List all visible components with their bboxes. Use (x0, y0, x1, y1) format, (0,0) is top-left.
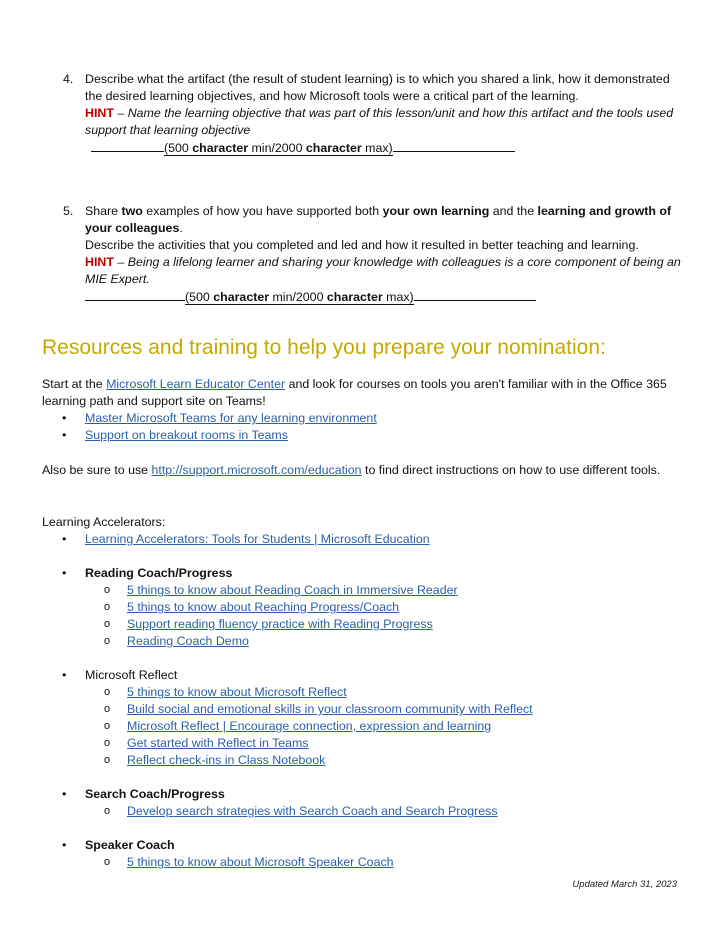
support-site-link[interactable]: http://support.microsoft.com/education (151, 463, 362, 477)
learning-accelerators (42, 514, 682, 871)
hint-label: HINT (85, 255, 114, 269)
resource-link[interactable]: 5 things to know about Microsoft Reflect (127, 685, 347, 699)
resources-heading: Resources and training to help you prepare your nomination: (42, 336, 606, 359)
reflect-section: • Microsoft Reflect (62, 668, 178, 682)
resource-link[interactable]: Reading Coach Demo (127, 634, 249, 648)
resources-intro (42, 376, 682, 444)
question-4 (63, 71, 683, 157)
list-item: o 5 things to know about Reading Coach in Immersive Reader (104, 583, 458, 597)
list-item: o Develop search strategies with Search Coach and Search Progress (104, 804, 498, 818)
hint (85, 105, 683, 139)
list-item: o Support reading fluency practice with Reading Progress (104, 617, 433, 631)
resource-link[interactable]: Get started with Reflect in Teams (127, 736, 309, 750)
reading-coach-section: • Reading Coach/Progress (62, 566, 233, 580)
list-item: • Master Microsoft Teams for any learning environment (62, 411, 377, 425)
resource-link[interactable]: Support reading fluency practice with Reading Progress (127, 617, 433, 631)
character-limit-line[interactable]: (500 character min/2000 character max) (91, 139, 683, 157)
search-coach-section: • Search Coach/Progress (62, 787, 225, 801)
resource-link[interactable]: 5 things to know about Reading Coach in Immersive Reader (127, 583, 458, 597)
question-text: Describe what the artifact (the result of student learning) is to which you shared a link, how it demonstrated the desired learning objectives, and how Microsoft tools were a critical part of the learning. (85, 72, 670, 103)
list-item: o Reflect check-ins in Class Notebook (104, 753, 326, 767)
speaker-coach-section: • Speaker Coach (62, 838, 175, 852)
updated-date: Updated March 31, 2023 (572, 879, 677, 890)
resource-link[interactable]: Build social and emotional skills in your classroom community with Reflect (127, 702, 533, 716)
reading-coach-links (42, 582, 682, 650)
list-item: o Microsoft Reflect | Encourage connection, expression and learning (104, 719, 492, 733)
intro-paragraph: Start at the Microsoft Learn Educator Center and look for courses on tools you aren't familiar with in the Office 365 learning path and support site on Teams! (42, 377, 667, 408)
list-item: o 5 things to know about Reaching Progress/Coach (104, 600, 400, 614)
resource-link[interactable]: Master Microsoft Teams for any learning environment (85, 411, 377, 425)
reflect-links (42, 684, 682, 769)
character-limit-line[interactable]: (500 character min/2000 character max) (85, 288, 683, 306)
list-item: o 5 things to know about Microsoft Speaker Coach (104, 855, 394, 869)
resource-link[interactable]: 5 things to know about Microsoft Speaker Coach (127, 855, 394, 869)
question-text: Share two examples of how you have supported both your own learning and the learning and growth of your colleagues. (85, 204, 672, 235)
resource-link[interactable]: Reflect check-ins in Class Notebook (127, 753, 326, 767)
accelerators-label: Learning Accelerators: (42, 515, 166, 529)
hint-text: – Being a lifelong learner and sharing your knowledge with colleagues is a core component of being an MIE Expert. (85, 255, 681, 286)
resource-link[interactable]: Support on breakout rooms in Teams (85, 428, 288, 442)
list-item: o 5 things to know about Microsoft Reflect (104, 685, 347, 699)
accelerators-link[interactable]: Learning Accelerators: Tools for Students | Microsoft Education (85, 532, 430, 546)
list-item: • Support on breakout rooms in Teams (62, 428, 288, 442)
section-title: Microsoft Reflect (85, 668, 178, 682)
learn-educator-center-link[interactable]: Microsoft Learn Educator Center (106, 377, 286, 391)
list-item: o Get started with Reflect in Teams (104, 736, 309, 750)
question-text-2: Describe the activities that you completed and led and how it resulted in better teaching and learning. (85, 238, 639, 252)
section-title: Speaker Coach (85, 838, 175, 852)
hint-text: – Name the learning objective that was part of this lesson/unit and how this artifact and the tools used support that learning objective (85, 106, 674, 137)
question-5 (63, 203, 683, 306)
question-number: 5. (63, 204, 74, 218)
section-title: Reading Coach/Progress (85, 566, 233, 580)
resource-link[interactable]: 5 things to know about Reaching Progress/Coach (127, 600, 400, 614)
resource-link[interactable]: Microsoft Reflect | Encourage connection, expression and learning (127, 719, 492, 733)
question-number: 4. (63, 72, 74, 86)
hint (85, 254, 683, 288)
hint-label: HINT (85, 106, 114, 120)
resource-link[interactable]: Develop search strategies with Search Coach and Search Progress (127, 804, 498, 818)
list-item: o Build social and emotional skills in your classroom community with Reflect (104, 702, 533, 716)
section-title: Search Coach/Progress (85, 787, 225, 801)
speaker-coach-links (42, 854, 682, 871)
list-item: • Learning Accelerators: Tools for Students | Microsoft Education (62, 532, 430, 546)
search-coach-links (42, 803, 682, 820)
resources-bullet-list (42, 410, 682, 444)
support-paragraph: Also be sure to use http://support.microsoft.com/education to find direct instructions on how to use different tools. (42, 463, 661, 477)
list-item: o Reading Coach Demo (104, 634, 249, 648)
